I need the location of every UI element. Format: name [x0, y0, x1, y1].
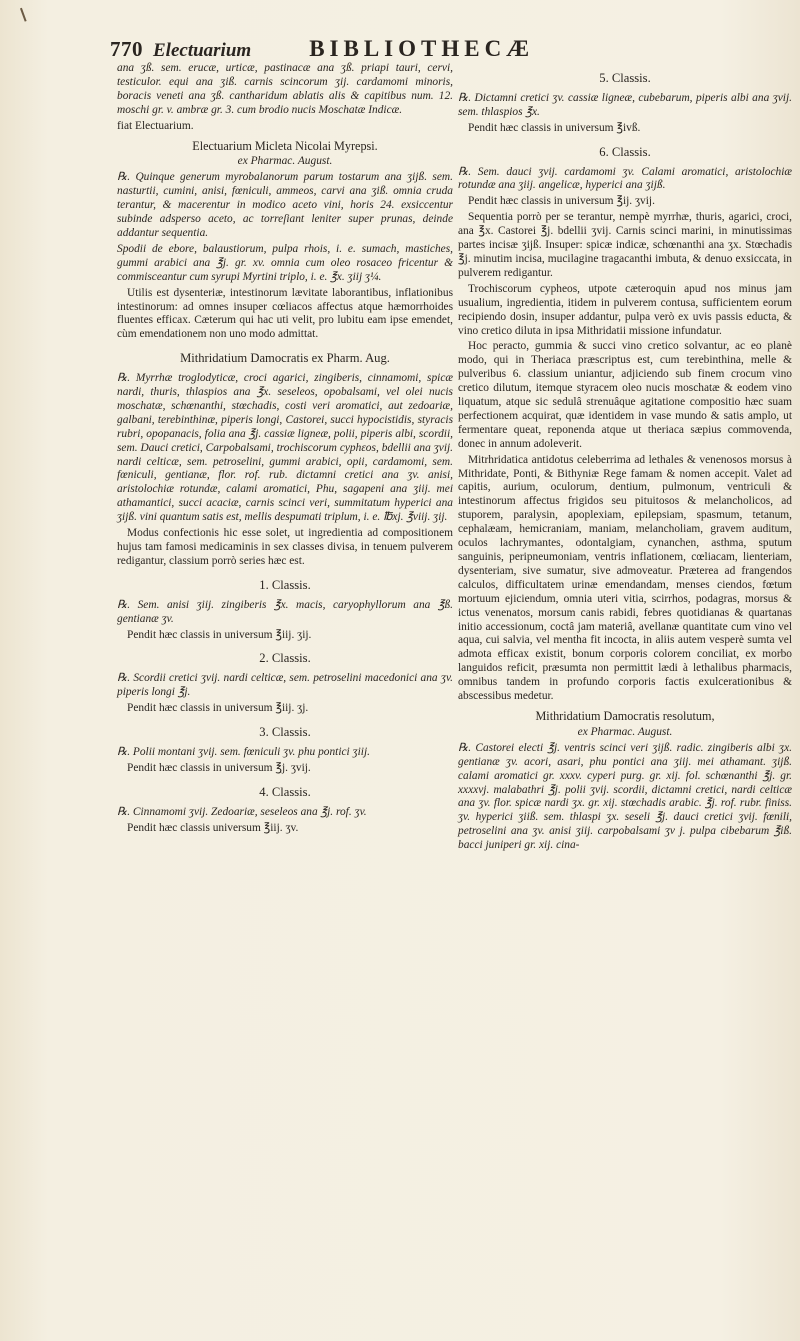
running-title: Electuarium: [153, 40, 252, 61]
recipe-formula: ℞. Sem. anisi ʒiij. zingiberis ℥x. macis, caryophyllorum ana ℥ß. gentianæ ʒv.: [117, 598, 453, 625]
source-reference: ex Pharmac. August.: [237, 155, 333, 168]
recipe-formula: ℞. Quinque generum myrobalanorum parum tostarum ana ʒijß. sem. nasturtii, cumini, anisi, fœniculi, ammeos, carvi ana ʒiß. omnia cruda terantur, & macerentur in modico aceto vini, horis 24. exsiccentur subinde adsperso aceto, ac torreſiant leniter super prunas, deinde addantur sequentia.: [117, 171, 453, 239]
right-column: [458, 62, 792, 855]
paragraph: Sequentia porrò per se terantur, nempè myrrhæ, thuris, agarici, croci, ana ℥x. Castorei ℥j. bdellii ʒvij. Carnis scinci marini, in minutissimas partes incisæ ʒijß. Insuper: spicæ indicæ, schœnanthi ana ʒx. Stœchadis ℥j. minutim incisa, mucilagine tragacanthi imbuta, & denuo exsiccata, in pulverem redigantur.: [458, 211, 792, 279]
paragraph: Mitrhridatica antidotus celeberrima ad lethales & venenosos morsus à Mithridate, Ponti, & Bithyniæ Rege famam & nomen accepit. Valet ad capitis, aurium, oculorum, dentium, pulmonum, ventriculi & intestinorum affectus frigidos seu pituitosos & melancholicos, ad stuporem, paralysin, apoplexiam, epilepsiam, spasmum, tetanum, cephalæam, hemicraniam, maniam, melancholiam, gravem auditum, oculos lachrymantes, odontalgiam, cynanchen, asthma, sputum sanguinis, peripneumoniam, ventris inflationem, cœliacam, lienteriam, dysenteriam, sive sumatur, sive admoveatur. Præterea ad frangendos calculos, difficultatem urinæ emendandam, menses ciendos, fœtum mortuum ejiciendum, omnia uteri vitia, scirrhos, podagras, morsus & ictus venenatos, morsum canis rabidi, febres quotidianas & quartanas initio accessionum, coctâ jam materiâ, avellanæ quantitate cum vino vel aqua, cui salvia, vel mentha fit incocta, in aliis autem vesperè sumta vel admota efficax existit, bonum corporis colorem conciliat, ex morbo languidos reficit, præsumta non permittit lædi à lethalibus pharmacis, omnibus tandem in profundo corporis factis exulcerationibus & abscessibus medetur.: [458, 453, 792, 703]
recipe-formula: ℞. Polii montani ʒvij. sem. fœniculi ʒv. phu pontici ʒiij.: [117, 745, 370, 758]
source-reference: ex Pharmac. August.: [577, 725, 673, 738]
paragraph: fiat Electuarium.: [117, 119, 194, 132]
left-column: [117, 62, 453, 838]
class-heading: 4. Classis.: [259, 784, 311, 799]
margin-mark: [20, 4, 36, 21]
paragraph: Utilis est dysenteriæ, intestinorum lævitate laborantibus, inflationibus intestinorum: ad omnes insuper cœliacos affectus atque hæmorrhoides fluentes efficax. Cæterum qui hac uti velit, pro lubitu eam ipse emendet, cùm emendationem non uno modo admittat.: [117, 286, 453, 341]
collection-title: BIBLIOTHECÆ: [309, 36, 535, 61]
paragraph: Pendit hæc classis in universum ℥j. ʒvij.: [127, 761, 311, 774]
paragraph: Hoc peracto, gummia & succi vino cretico solvantur, ac eo planè modo, qui in Theriaca præscriptus est, cum terebinthina, melle & pulveribus 6. classium uniantur, adjiciendo sub finem crocum vino cretico dilutum, itemque styracem oleo nucis moschatæ & eodem vino liquatum, atque sic sedulâ strenuâque agitatione compositio hæc suam perfectionem acquirat, quæ identidem in vase mundo & satis amplo, ut fermentare queat, reponenda atque ut theriaca sæpius commovenda, donec in annum adoleverit.: [458, 340, 792, 450]
section-heading: Mithridatium Damocratis resolutum,: [535, 708, 715, 723]
paragraph: Modus confectionis hic esse solet, ut ingredientia ad compositionem hujus tam famosi medicaminis in sex classes divisa, in tenuem pulverem redigantur, classium porrò series hæc est.: [117, 527, 453, 567]
recipe-formula: ℞. Myrrhæ troglodyticæ, croci agarici, zingiberis, cinnamomi, spicæ nardi, thuris, thlaspios ana ℥x. seseleos, opobalsami, vel olei nucis moschatæ, schœnanthi, stœchadis, costi veri aromatici, aut zedoariæ, galbani, terebinthinæ, piperis longi, Castorei, succi hypocistidis, styracis rubri, opopanacis, folia ana ℥j. cassiæ ligneæ, polii, piperis albi, scordii, sem. Dauci cretici, Carpobalsami, trochiscorum cyphεos, bdellii ana ʒvij. nardi celticæ, sem. petroselini, gummi arabici, opii, cardamomi, sem. fœniculi, gentianæ, flor. rof. rub. dictamni cretici ana ʒv. anisi, aristolochiæ rotundæ, calami aromatici, Phu, sagapeni ana ʒiij. mei athamantici, succi acaciæ, carnis scinci veri, summitatum hyperici ana ʒijß. vini quantum satis est, mellis despumati triplum, i. e. ℔xj. ℥viij. ʒij.: [117, 372, 453, 524]
class-heading: 3. Classis.: [259, 725, 311, 740]
recipe-formula: ℞. Cinnamomi ʒvij. Zedoariæ, seseleos ana ℥j. rof. ʒv.: [117, 805, 367, 818]
recipe-formula: ana ʒß. sem. erucæ, urticæ, pastinacæ ana ʒß. priapi tauri, cervi, testiculor. equi ana ʒiß. carnis scincorum ʒij. cardamomi minoris, boracis veneti ana ʒß. cantharidum ablatis alis & capitibus num. 12. moschi gr. v. ambræ gr. 3. cum brodio nucis Moschatæ Indicæ.: [117, 62, 453, 116]
class-heading: Mithridatium Damocratis ex Pharm. Aug.: [180, 351, 390, 366]
section-heading: Electuarium Micleta Nicolai Myrepsi.: [192, 138, 378, 153]
paragraph: Pendit hæc classis in universum ℥iij. ʒj.: [127, 702, 309, 715]
recipe-formula: ℞. Castorei electi ℥j. ventris scinci veri ʒijß. radic. zingiberis albi ʒx. gentianæ ʒv. acori, asari, phu pontici ana ʒiij. mei athamant. ʒijß. calami aromatici gr. xxxv. cyperi purg. gr. xij. fol. schœnanthi ℥j. gr. xxxxvj. malabathri ℥j. polii ʒvij. scordii, dictamni cretici, nardi celticæ ana ʒv. flor. spicæ nardi ʒx. gr. xij. stœchadis arabic. ℥j. rof. rubr. finiss. ʒv. hyperici ʒiiß. sem. thlaspi ʒx. seseli ℥j. dauci cretici ʒvij. fœnili, petroselini ana ʒv. anisi ʒiij. carpobalsami ʒv j. pulpa cibebarum ℥iß. bacci juniperi gr. xij. cina-: [458, 741, 792, 852]
recipe-formula: ℞. Sem. dauci ʒvij. cardamomi ʒv. Calami aromatici, aristolochiæ rotundæ ana ʒiij. angelicæ, hyperici ana ʒijß.: [458, 165, 792, 192]
paragraph: Pendit hæc classis in universum ℥ij. ʒvij.: [468, 195, 655, 208]
class-heading: 1. Classis.: [259, 577, 311, 592]
class-heading: 2. Classis.: [259, 651, 311, 666]
recipe-formula: Spodii de ebore, balaustiorum, pulpa rhois, i. e. sumach, mastiches, gummi arabici ana ℥j. gr. xv. omnia cum oleo rosaceo fricentur & commisceantur cum syrupi Myrtini triplo, i. e. ℥x. ʒiij ʒ¼.: [117, 242, 453, 283]
page-number: 770: [110, 37, 143, 61]
paragraph: Pendit hæc classis universum ℥iij. ʒv.: [127, 821, 299, 834]
class-heading: 5. Classis.: [599, 71, 651, 85]
paragraph: Pendit hæc classis in universum ℥iij. ʒij.: [127, 628, 312, 641]
class-heading: 6. Classis.: [599, 144, 651, 159]
recipe-formula: ℞. Scordii cretici ʒvij. nardi celticæ, sem. petroselini macedonici ana ʒv. piperis longi ℥j.: [117, 672, 453, 699]
paragraph: Pendit hæc classis in universum ℥ivß.: [468, 121, 641, 134]
paragraph: Trochiscorum cypheos, utpote cæteroquin apud nos minus jam usualium, ingredientia, itidem in pulverem contusa, sufficientem eorum recipiendo dosin, insuper addantur, pulpa verò ex uvis passis educta, & vino cretico diluta in ipsa Mithridatii missione infundatur.: [458, 282, 792, 337]
recipe-formula: ℞. Dictamni cretici ʒv. cassiæ ligneæ, cubebarum, piperis albi ana ʒvij. sem. thlaspios ℥x.: [458, 91, 792, 118]
